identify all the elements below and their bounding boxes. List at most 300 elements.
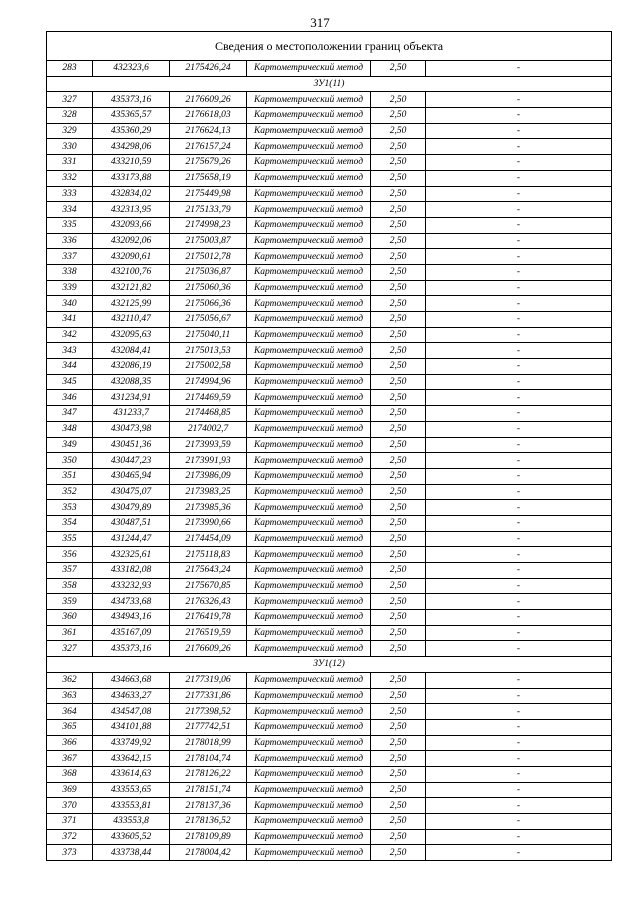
method: Картометрический метод [247, 766, 371, 782]
x-coordinate: 433553,81 [93, 798, 170, 814]
method: Картометрический метод [247, 641, 371, 657]
accuracy: 2,50 [371, 390, 426, 406]
method: Картометрический метод [247, 374, 371, 390]
x-coordinate: 435365,57 [93, 108, 170, 124]
y-coordinate: 2174994,96 [170, 374, 247, 390]
description: - [426, 170, 612, 186]
description: - [426, 343, 612, 359]
table-row [47, 798, 612, 814]
description: - [426, 202, 612, 218]
y-coordinate: 2174002,7 [170, 421, 247, 437]
point-number: 335 [47, 217, 93, 233]
section-row [47, 76, 612, 92]
y-coordinate: 2173993,59 [170, 437, 247, 453]
description: - [426, 92, 612, 108]
table-row [47, 814, 612, 830]
accuracy: 2,50 [371, 610, 426, 626]
y-coordinate: 2177331,86 [170, 688, 247, 704]
y-coordinate: 2175643,24 [170, 563, 247, 579]
accuracy: 2,50 [371, 719, 426, 735]
x-coordinate: 432092,06 [93, 233, 170, 249]
y-coordinate: 2175449,98 [170, 186, 247, 202]
method: Картометрический метод [247, 249, 371, 265]
accuracy: 2,50 [371, 688, 426, 704]
point-number: 364 [47, 704, 93, 720]
description: - [426, 374, 612, 390]
table-row [47, 123, 612, 139]
table-row [47, 202, 612, 218]
description: - [426, 610, 612, 626]
table-row [47, 139, 612, 155]
y-coordinate: 2176624,13 [170, 123, 247, 139]
accuracy: 2,50 [371, 343, 426, 359]
method: Картометрический метод [247, 625, 371, 641]
table-row [47, 845, 612, 861]
point-number: 343 [47, 343, 93, 359]
point-number: 333 [47, 186, 93, 202]
y-coordinate: 2175133,79 [170, 202, 247, 218]
table-row [47, 343, 612, 359]
description: - [426, 719, 612, 735]
x-coordinate: 433232,93 [93, 578, 170, 594]
point-number: 339 [47, 280, 93, 296]
accuracy: 2,50 [371, 249, 426, 265]
accuracy: 2,50 [371, 578, 426, 594]
method: Картометрический метод [247, 233, 371, 249]
y-coordinate: 2173983,25 [170, 484, 247, 500]
description: - [426, 280, 612, 296]
x-coordinate: 431233,7 [93, 406, 170, 422]
table-row [47, 61, 612, 77]
point-number: 354 [47, 515, 93, 531]
method: Картометрический метод [247, 108, 371, 124]
point-number: 330 [47, 139, 93, 155]
y-coordinate: 2174469,59 [170, 390, 247, 406]
point-number: 338 [47, 264, 93, 280]
method: Картометрический метод [247, 170, 371, 186]
y-coordinate: 2177398,52 [170, 704, 247, 720]
method: Картометрический метод [247, 782, 371, 798]
x-coordinate: 433642,15 [93, 751, 170, 767]
y-coordinate: 2175670,85 [170, 578, 247, 594]
point-number: 347 [47, 406, 93, 422]
y-coordinate: 2176609,26 [170, 641, 247, 657]
accuracy: 2,50 [371, 327, 426, 343]
x-coordinate: 432084,41 [93, 343, 170, 359]
accuracy: 2,50 [371, 170, 426, 186]
y-coordinate: 2175679,26 [170, 155, 247, 171]
table-title: Сведения о местоположении границ объекта [47, 32, 612, 61]
point-number: 329 [47, 123, 93, 139]
table-row [47, 280, 612, 296]
method: Картометрический метод [247, 421, 371, 437]
method: Картометрический метод [247, 437, 371, 453]
y-coordinate: 2175118,83 [170, 547, 247, 563]
description: - [426, 782, 612, 798]
point-number: 367 [47, 751, 93, 767]
description: - [426, 829, 612, 845]
table-row [47, 594, 612, 610]
point-number: 360 [47, 610, 93, 626]
accuracy: 2,50 [371, 563, 426, 579]
table-row [47, 782, 612, 798]
accuracy: 2,50 [371, 280, 426, 296]
method: Картометрический метод [247, 547, 371, 563]
method: Картометрический метод [247, 719, 371, 735]
x-coordinate: 434943,16 [93, 610, 170, 626]
y-coordinate: 2176157,24 [170, 139, 247, 155]
description: - [426, 641, 612, 657]
table-row [47, 92, 612, 108]
point-number: 356 [47, 547, 93, 563]
point-number: 368 [47, 766, 93, 782]
method: Картометрический метод [247, 704, 371, 720]
table-row [47, 359, 612, 375]
method: Картометрический метод [247, 688, 371, 704]
point-number: 327 [47, 92, 93, 108]
y-coordinate: 2178126,22 [170, 766, 247, 782]
point-number: 370 [47, 798, 93, 814]
method: Картометрический метод [247, 672, 371, 688]
description: - [426, 547, 612, 563]
method: Картометрический метод [247, 327, 371, 343]
point-number: 283 [47, 61, 93, 77]
accuracy: 2,50 [371, 515, 426, 531]
y-coordinate: 2178104,74 [170, 751, 247, 767]
accuracy: 2,50 [371, 641, 426, 657]
y-coordinate: 2176419,78 [170, 610, 247, 626]
description: - [426, 751, 612, 767]
accuracy: 2,50 [371, 735, 426, 751]
x-coordinate: 432110,47 [93, 312, 170, 328]
x-coordinate: 433749,92 [93, 735, 170, 751]
table-row [47, 108, 612, 124]
y-coordinate: 2178136,52 [170, 814, 247, 830]
table-row [47, 829, 612, 845]
y-coordinate: 2175002,58 [170, 359, 247, 375]
method: Картометрический метод [247, 296, 371, 312]
accuracy: 2,50 [371, 155, 426, 171]
x-coordinate: 430451,36 [93, 437, 170, 453]
point-number: 369 [47, 782, 93, 798]
table-row [47, 327, 612, 343]
table-row [47, 233, 612, 249]
table-row [47, 531, 612, 547]
accuracy: 2,50 [371, 217, 426, 233]
y-coordinate: 2175036,87 [170, 264, 247, 280]
table-row [47, 515, 612, 531]
method: Картометрический метод [247, 312, 371, 328]
x-coordinate: 434663,68 [93, 672, 170, 688]
table-row [47, 296, 612, 312]
description: - [426, 625, 612, 641]
description: - [426, 735, 612, 751]
table-row [47, 374, 612, 390]
page-number: 317 [310, 15, 330, 30]
accuracy: 2,50 [371, 296, 426, 312]
boundary-coordinates-table [46, 31, 612, 861]
x-coordinate: 432086,19 [93, 359, 170, 375]
accuracy: 2,50 [371, 766, 426, 782]
x-coordinate: 430487,51 [93, 515, 170, 531]
table-row [47, 264, 612, 280]
x-coordinate: 430473,98 [93, 421, 170, 437]
x-coordinate: 432090,61 [93, 249, 170, 265]
description: - [426, 453, 612, 469]
point-number: 371 [47, 814, 93, 830]
table-row [47, 406, 612, 422]
description: - [426, 139, 612, 155]
y-coordinate: 2173985,36 [170, 500, 247, 516]
table-title-row [47, 32, 612, 61]
y-coordinate: 2175040,11 [170, 327, 247, 343]
method: Картометрический метод [247, 845, 371, 861]
x-coordinate: 432323,6 [93, 61, 170, 77]
table-row [47, 312, 612, 328]
x-coordinate: 434733,68 [93, 594, 170, 610]
y-coordinate: 2175060,36 [170, 280, 247, 296]
x-coordinate: 434101,88 [93, 719, 170, 735]
point-number: 348 [47, 421, 93, 437]
x-coordinate: 432100,76 [93, 264, 170, 280]
accuracy: 2,50 [371, 594, 426, 610]
method: Картометрический метод [247, 484, 371, 500]
x-coordinate: 433553,65 [93, 782, 170, 798]
y-coordinate: 2173991,93 [170, 453, 247, 469]
accuracy: 2,50 [371, 798, 426, 814]
point-number: 351 [47, 468, 93, 484]
y-coordinate: 2176618,03 [170, 108, 247, 124]
x-coordinate: 435373,16 [93, 92, 170, 108]
x-coordinate: 430447,23 [93, 453, 170, 469]
point-number: 352 [47, 484, 93, 500]
accuracy: 2,50 [371, 312, 426, 328]
description: - [426, 594, 612, 610]
description: - [426, 500, 612, 516]
table-row [47, 719, 612, 735]
method: Картометрический метод [247, 453, 371, 469]
description: - [426, 468, 612, 484]
y-coordinate: 2178004,42 [170, 845, 247, 861]
x-coordinate: 433173,88 [93, 170, 170, 186]
method: Картометрический метод [247, 751, 371, 767]
y-coordinate: 2175012,78 [170, 249, 247, 265]
method: Картометрический метод [247, 343, 371, 359]
accuracy: 2,50 [371, 845, 426, 861]
table-row [47, 641, 612, 657]
table-row [47, 421, 612, 437]
x-coordinate: 433738,44 [93, 845, 170, 861]
x-coordinate: 432093,66 [93, 217, 170, 233]
accuracy: 2,50 [371, 108, 426, 124]
x-coordinate: 432313,95 [93, 202, 170, 218]
y-coordinate: 2177319,06 [170, 672, 247, 688]
method: Картометрический метод [247, 468, 371, 484]
description: - [426, 327, 612, 343]
accuracy: 2,50 [371, 500, 426, 516]
table-row [47, 563, 612, 579]
x-coordinate: 433182,08 [93, 563, 170, 579]
x-coordinate: 435360,29 [93, 123, 170, 139]
point-number: 353 [47, 500, 93, 516]
description: - [426, 264, 612, 280]
accuracy: 2,50 [371, 264, 426, 280]
table-row [47, 625, 612, 641]
point-number: 349 [47, 437, 93, 453]
x-coordinate: 431234,91 [93, 390, 170, 406]
description: - [426, 704, 612, 720]
point-number: 327 [47, 641, 93, 657]
method: Картометрический метод [247, 202, 371, 218]
description: - [426, 421, 612, 437]
table-row [47, 217, 612, 233]
accuracy: 2,50 [371, 92, 426, 108]
x-coordinate: 433614,63 [93, 766, 170, 782]
method: Картометрический метод [247, 610, 371, 626]
y-coordinate: 2176519,59 [170, 625, 247, 641]
description: - [426, 578, 612, 594]
method: Картометрический метод [247, 155, 371, 171]
method: Картометрический метод [247, 186, 371, 202]
accuracy: 2,50 [371, 202, 426, 218]
accuracy: 2,50 [371, 453, 426, 469]
point-number: 363 [47, 688, 93, 704]
description: - [426, 233, 612, 249]
accuracy: 2,50 [371, 61, 426, 77]
table-row [47, 390, 612, 406]
y-coordinate: 2173990,66 [170, 515, 247, 531]
x-coordinate: 434298,06 [93, 139, 170, 155]
table-row [47, 453, 612, 469]
y-coordinate: 2173986,09 [170, 468, 247, 484]
description: - [426, 390, 612, 406]
x-coordinate: 433605,52 [93, 829, 170, 845]
table-row [47, 155, 612, 171]
description: - [426, 672, 612, 688]
x-coordinate: 430465,94 [93, 468, 170, 484]
method: Картометрический метод [247, 264, 371, 280]
x-coordinate: 434547,08 [93, 704, 170, 720]
x-coordinate: 430475,07 [93, 484, 170, 500]
table-row [47, 735, 612, 751]
description: - [426, 249, 612, 265]
point-number: 361 [47, 625, 93, 641]
y-coordinate: 2178109,89 [170, 829, 247, 845]
method: Картометрический метод [247, 359, 371, 375]
table-row [47, 704, 612, 720]
description: - [426, 312, 612, 328]
description: - [426, 798, 612, 814]
description: - [426, 437, 612, 453]
accuracy: 2,50 [371, 139, 426, 155]
description: - [426, 217, 612, 233]
section-row [47, 657, 612, 673]
y-coordinate: 2178151,74 [170, 782, 247, 798]
table-row [47, 468, 612, 484]
method: Картометрический метод [247, 594, 371, 610]
table-row [47, 437, 612, 453]
method: Картометрический метод [247, 92, 371, 108]
accuracy: 2,50 [371, 359, 426, 375]
table-row [47, 578, 612, 594]
accuracy: 2,50 [371, 625, 426, 641]
method: Картометрический метод [247, 280, 371, 296]
y-coordinate: 2174998,23 [170, 217, 247, 233]
accuracy: 2,50 [371, 829, 426, 845]
point-number: 366 [47, 735, 93, 751]
description: - [426, 108, 612, 124]
point-number: 342 [47, 327, 93, 343]
method: Картометрический метод [247, 814, 371, 830]
x-coordinate: 435167,09 [93, 625, 170, 641]
point-number: 372 [47, 829, 93, 845]
accuracy: 2,50 [371, 374, 426, 390]
x-coordinate: 432095,63 [93, 327, 170, 343]
table-row [47, 500, 612, 516]
table-row [47, 751, 612, 767]
point-number: 328 [47, 108, 93, 124]
description: - [426, 155, 612, 171]
table-row [47, 672, 612, 688]
accuracy: 2,50 [371, 123, 426, 139]
point-number: 332 [47, 170, 93, 186]
description: - [426, 688, 612, 704]
x-coordinate: 432088,35 [93, 374, 170, 390]
description: - [426, 515, 612, 531]
method: Картометрический метод [247, 829, 371, 845]
y-coordinate: 2175013,53 [170, 343, 247, 359]
accuracy: 2,50 [371, 233, 426, 249]
point-number: 373 [47, 845, 93, 861]
method: Картометрический метод [247, 563, 371, 579]
accuracy: 2,50 [371, 531, 426, 547]
y-coordinate: 2176326,43 [170, 594, 247, 610]
table-row [47, 610, 612, 626]
description: - [426, 814, 612, 830]
section-label: ЗУ1(12) [47, 657, 612, 673]
y-coordinate: 2175658,19 [170, 170, 247, 186]
table-row [47, 170, 612, 186]
point-number: 358 [47, 578, 93, 594]
accuracy: 2,50 [371, 782, 426, 798]
description: - [426, 359, 612, 375]
description: - [426, 766, 612, 782]
point-number: 336 [47, 233, 93, 249]
accuracy: 2,50 [371, 484, 426, 500]
y-coordinate: 2175003,87 [170, 233, 247, 249]
method: Картометрический метод [247, 500, 371, 516]
x-coordinate: 432121,82 [93, 280, 170, 296]
description: - [426, 484, 612, 500]
accuracy: 2,50 [371, 704, 426, 720]
description: - [426, 186, 612, 202]
accuracy: 2,50 [371, 406, 426, 422]
method: Картометрический метод [247, 798, 371, 814]
table-row [47, 484, 612, 500]
point-number: 365 [47, 719, 93, 735]
table-row [47, 688, 612, 704]
description: - [426, 406, 612, 422]
table-row [47, 547, 612, 563]
description: - [426, 531, 612, 547]
y-coordinate: 2176609,26 [170, 92, 247, 108]
x-coordinate: 432834,02 [93, 186, 170, 202]
table-row [47, 766, 612, 782]
point-number: 359 [47, 594, 93, 610]
method: Картометрический метод [247, 531, 371, 547]
y-coordinate: 2174468,85 [170, 406, 247, 422]
y-coordinate: 2178137,36 [170, 798, 247, 814]
